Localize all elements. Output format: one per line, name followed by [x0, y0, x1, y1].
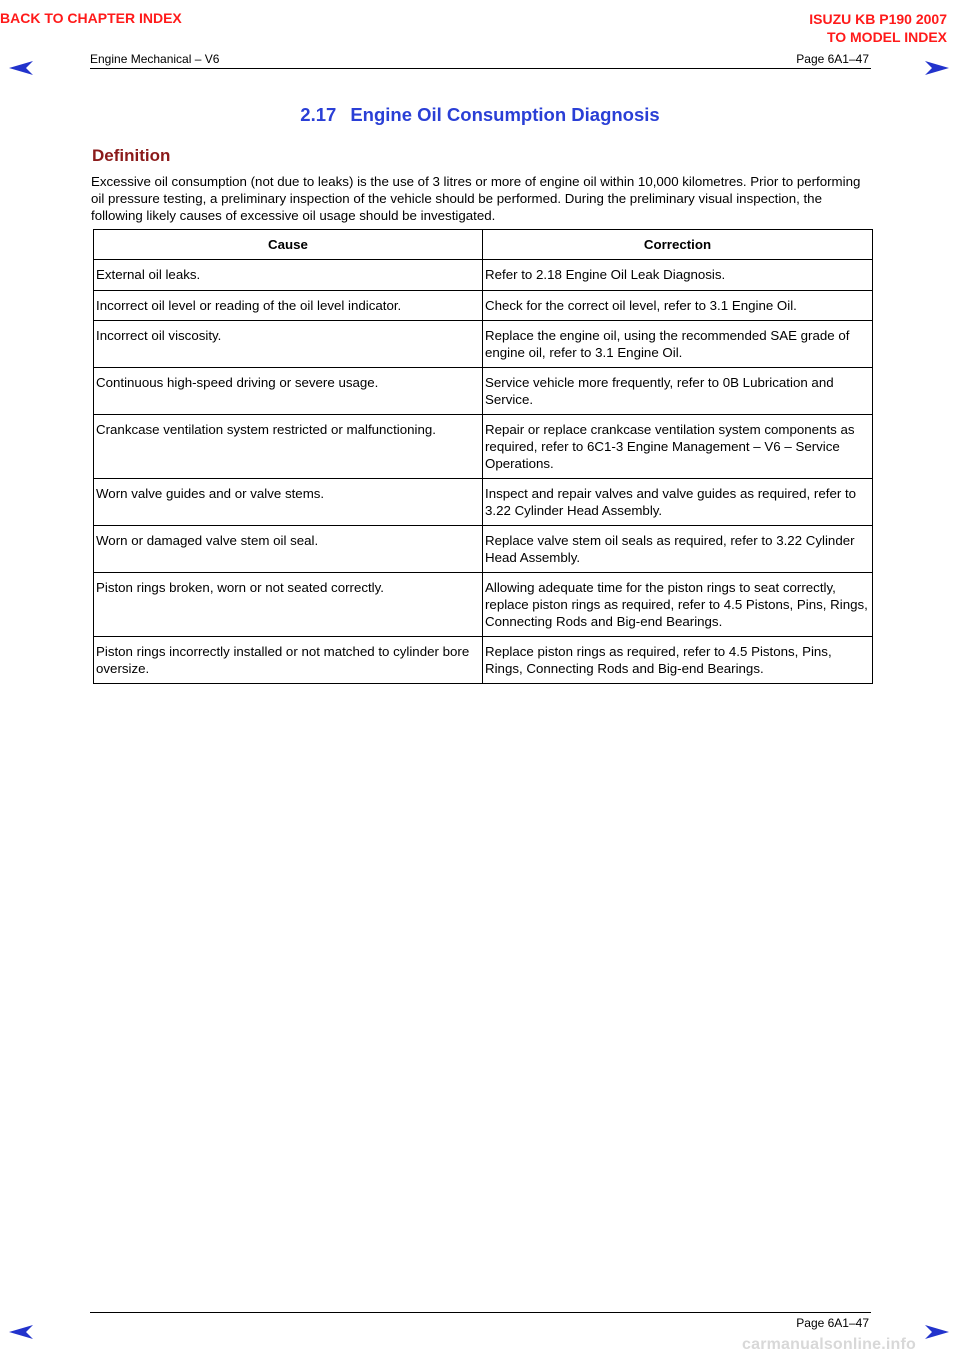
watermark-text: carmanualsonline.info	[742, 1336, 917, 1353]
previous-page-arrow-icon[interactable]	[8, 60, 34, 76]
model-index-link[interactable]	[809, 10, 947, 46]
page-title	[0, 104, 960, 126]
section-header: Engine Mechanical – V6	[90, 52, 220, 66]
correction-cell: Inspect and repair valves and valve guides as required, refer to 3.22 Cylinder Head Assembly.	[483, 479, 873, 526]
table-header-row	[94, 230, 873, 260]
correction-cell: Allowing adequate time for the piston rings to seat correctly, replace piston rings as required, refer to 4.5 Pistons, Pins, Rings, Connecting Rods and Big-end Bearings.	[483, 573, 873, 637]
section-title: Engine Oil Consumption Diagnosis	[350, 104, 660, 125]
table-row	[94, 479, 873, 526]
table-row	[94, 321, 873, 368]
definition-heading: Definition	[92, 146, 171, 165]
correction-cell: Replace the engine oil, using the recommended SAE grade of engine oil, refer to 3.1 Engine Oil.	[483, 321, 873, 368]
correction-cell: Check for the correct oil level, refer to 3.1 Engine Oil.	[483, 291, 873, 321]
correction-column-header: Correction	[483, 230, 873, 260]
correction-cell: Replace valve stem oil seals as required, refer to 3.22 Cylinder Head Assembly.	[483, 526, 873, 573]
cause-cell: Continuous high-speed driving or severe usage.	[94, 368, 483, 415]
table-row	[94, 368, 873, 415]
cause-cell: Piston rings broken, worn or not seated correctly.	[94, 573, 483, 637]
to-model-index-label: TO MODEL INDEX	[826, 29, 947, 45]
cause-cell: External oil leaks.	[94, 260, 483, 291]
table-row	[94, 291, 873, 321]
cause-cell: Incorrect oil level or reading of the oil level indicator.	[94, 291, 483, 321]
correction-cell: Replace piston rings as required, refer to 4.5 Pistons, Pins, Rings, Connecting Rods and Big-end Bearings.	[483, 637, 873, 684]
cause-cell: Piston rings incorrectly installed or not matched to cylinder bore oversize.	[94, 637, 483, 684]
footer-rule	[90, 1312, 871, 1313]
header-rule	[90, 68, 871, 69]
cause-cell: Incorrect oil viscosity.	[94, 321, 483, 368]
correction-cell: Repair or replace crankcase ventilation system components as required, refer to 6C1-3 Engine Management – V6 – Service Operations.	[483, 415, 873, 479]
cause-cell: Worn valve guides and or valve stems.	[94, 479, 483, 526]
next-page-arrow-icon[interactable]	[924, 60, 950, 76]
table-row	[94, 260, 873, 291]
header-page-number: Page 6A1–47	[796, 52, 869, 66]
table-row	[94, 637, 873, 684]
correction-cell: Refer to 2.18 Engine Oil Leak Diagnosis.	[483, 260, 873, 291]
diagnosis-table	[93, 229, 873, 684]
correction-cell: Service vehicle more frequently, refer to 0B Lubrication and Service.	[483, 368, 873, 415]
definition-paragraph: Excessive oil consumption (not due to leaks) is the use of 3 litres or more of engine oil within 10,000 kilometres. Prior to performing oil pressure testing, a preliminary inspection of the vehicle should be performed. During the preliminary visual inspection, the following likely causes of excessive oil usage should be investigated.	[91, 174, 861, 223]
table-row	[94, 415, 873, 479]
cause-cell: Worn or damaged valve stem oil seal.	[94, 526, 483, 573]
cause-column-header: Cause	[94, 230, 483, 260]
cause-cell: Crankcase ventilation system restricted or malfunctioning.	[94, 415, 483, 479]
table-row	[94, 526, 873, 573]
next-page-arrow-bottom-icon[interactable]	[924, 1324, 950, 1340]
previous-page-arrow-bottom-icon[interactable]	[8, 1324, 34, 1340]
table-row	[94, 573, 873, 637]
section-number: 2.17	[300, 104, 337, 125]
back-to-chapter-index-link[interactable]: BACK TO CHAPTER INDEX	[0, 10, 182, 26]
footer-page-number: Page 6A1–47	[796, 1316, 869, 1330]
model-title: ISUZU KB P190 2007	[809, 11, 947, 27]
